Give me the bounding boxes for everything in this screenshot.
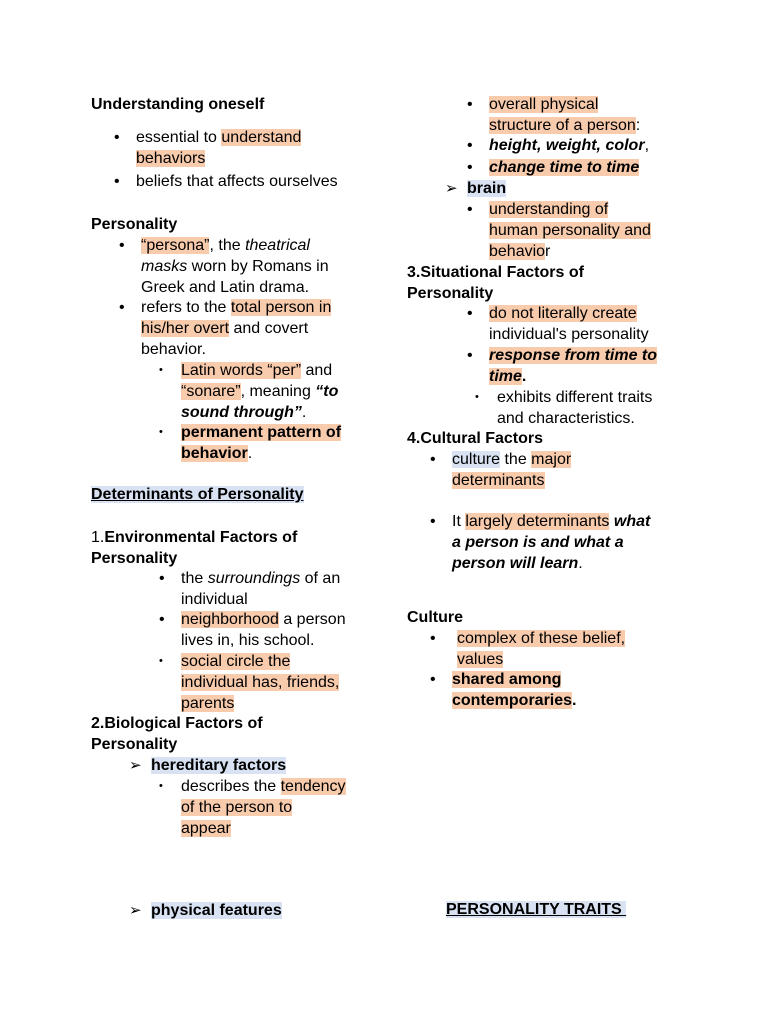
list-item: • beliefs that affects ourselves [114,173,338,190]
bullet-icon: • [430,513,436,530]
heading-biological-factors: 2.Biological Factors of Personality [91,715,263,753]
heading-culture: Culture [407,609,463,626]
bullet-icon: • [119,237,125,254]
list-item: • change time to time [467,159,640,176]
list-item: ➢ physical features [129,902,282,919]
heading-understanding-oneself: Understanding oneself [91,96,265,113]
list-item: • refers to the total person in his/her overt and covert behavior. [119,299,332,358]
bullet-icon: • [430,451,436,468]
list-item: • essential to understand behaviors [114,129,302,167]
bullet-icon: • [467,201,473,218]
list-item: ➢ hereditary factors [129,757,287,774]
list-item: • neighborhood a person lives in, his school. [159,611,346,649]
bullet-icon: • [119,299,125,316]
bullet-icon: • [467,137,473,154]
bullet-icon: • [159,426,163,438]
list-item: • describes the tendency of the person to appear [159,778,346,837]
bullet-icon: • [114,173,120,190]
list-item: • It largely determinants what a person is and what a person will learn. [430,513,651,572]
bullet-icon: • [159,780,163,792]
bullet-icon: • [430,671,436,688]
list-item: ➢ brain [445,180,507,197]
arrow-bullet-icon: ➢ [445,180,458,197]
bullet-icon: • [467,305,473,322]
bullet-icon: • [159,570,165,587]
heading-determinants: Determinants of Personality [91,486,304,503]
list-item: • Latin words “per” and “sonare”, meaning “to sound through”. [159,362,339,421]
list-item: • permanent pattern of behavior. [159,424,342,462]
bullet-icon: • [467,347,473,364]
heading-situational-factors: 3.Situational Factors of Personality [407,264,584,302]
list-item: • social circle the individual has, friends, parents [159,653,340,712]
bullet-icon: • [467,159,473,176]
list-item: • shared among contemporaries. [430,671,577,709]
arrow-bullet-icon: ➢ [129,757,142,774]
list-item: • do not literally create individual's personality [467,305,649,343]
list-item: • overall physical structure of a person: [467,96,641,134]
heading-cultural-factors: 4.Cultural Factors [407,430,544,447]
heading-personality-traits: PERSONALITY TRAITS [446,901,627,918]
list-item: • complex of these belief, values [430,630,626,668]
bullet-icon: • [159,611,165,628]
heading-environmental-factors: 1.Environmental Factors of Personality [91,529,298,567]
list-item: • exhibits different traits and characteristics. [475,389,653,427]
bullet-icon: • [159,364,163,376]
list-item: • culture the major determinants [430,451,572,489]
bullet-icon: • [475,391,479,403]
list-item: • height, weight, color, [467,137,650,154]
list-item: • response from time to time. [467,347,658,385]
arrow-bullet-icon: ➢ [129,902,142,919]
list-item: • understanding of human personality and behavior [467,201,651,260]
bullet-icon: • [159,655,163,667]
bullet-icon: • [114,129,120,146]
list-item: • “persona”, the theatrical masks worn by Romans in Greek and Latin drama. [119,237,329,296]
bullet-icon: • [430,630,436,647]
heading-personality: Personality [91,216,178,233]
bullet-icon: • [467,96,473,113]
list-item: • the surroundings of an individual [159,570,341,608]
